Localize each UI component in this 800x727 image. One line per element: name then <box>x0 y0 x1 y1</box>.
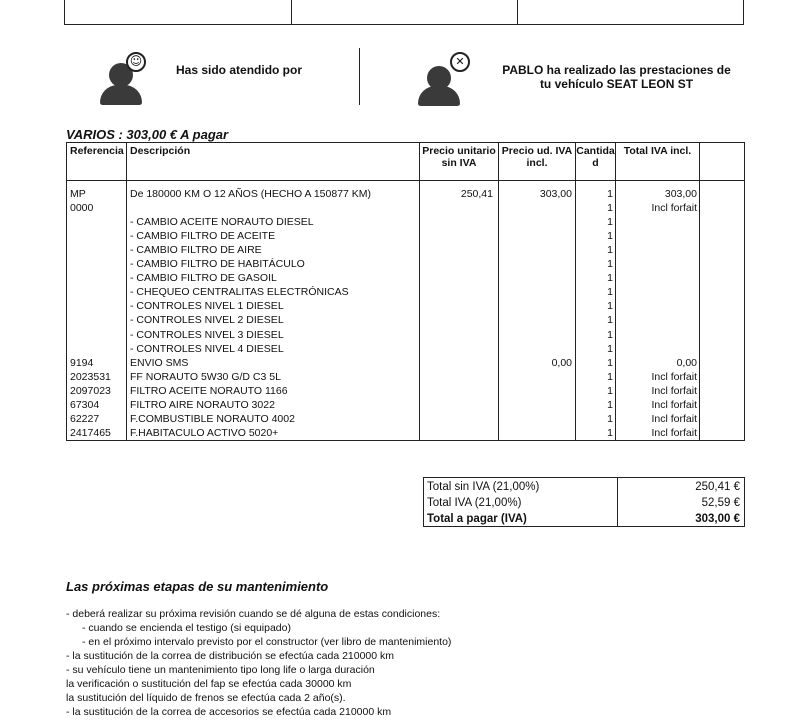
maintenance-line: - cuando se encienda el testigo (si equipado) <box>82 622 291 634</box>
header-unit-price-iva-line1: Precio ud. IVA <box>501 145 573 157</box>
table-row <box>67 412 744 426</box>
cell-qty: 1 <box>607 216 613 229</box>
cell-qty: 1 <box>607 202 613 215</box>
total-row <box>424 511 744 527</box>
cell-desc: - CAMBIO FILTRO DE ACEITE <box>130 230 276 243</box>
cell-ref: 9194 <box>70 356 94 369</box>
cell-ref: MP <box>70 188 86 200</box>
previous-section-box <box>64 0 744 25</box>
box-divider <box>517 0 518 24</box>
table-row <box>67 313 744 327</box>
cell-qty: 1 <box>607 342 613 355</box>
cell-ref: 67304 <box>70 398 100 411</box>
cell-tot: Incl forfait <box>651 370 697 383</box>
service-info <box>494 63 739 91</box>
cell-ref: 0000 <box>70 202 94 215</box>
cell-desc: - CAMBIO FILTRO DE HABITÁCULO <box>130 258 305 271</box>
cell-desc: F.HABITACULO ACTIVO 5020+ <box>130 426 279 439</box>
cell-ref: 2023531 <box>70 370 111 383</box>
maintenance-line: - en el próximo intervalo previsto por el constructor (ver libro de mantenimiento) <box>82 636 452 648</box>
cell-desc: - CAMBIO FILTRO DE AIRE <box>130 244 262 257</box>
total-label: Total IVA (21,00%) <box>427 497 522 509</box>
header-quantity-line1: Cantida <box>576 145 615 157</box>
table-row <box>67 271 744 285</box>
cell-tot: 0,00 <box>676 356 697 369</box>
total-value: 250,41 € <box>695 481 740 493</box>
cell-qty: 1 <box>607 328 613 341</box>
total-value: 52,59 € <box>701 497 740 509</box>
section-title-varios: VARIOS : 303,00 € A pagar <box>66 127 229 142</box>
cell-tot: 303,00 <box>664 188 697 200</box>
cell-qty: 1 <box>607 188 613 200</box>
table-row <box>67 201 744 215</box>
person-smile-icon <box>98 52 158 104</box>
items-table <box>66 142 745 441</box>
cell-qty: 1 <box>607 244 613 257</box>
table-row <box>67 257 744 271</box>
tools-icon: ✕ <box>450 52 470 72</box>
header-unit-price <box>420 145 498 169</box>
totals-table <box>423 477 745 527</box>
header-unit-price-iva <box>499 145 575 169</box>
cell-qty: 1 <box>607 398 613 411</box>
maintenance-line: - la sustitución de la correa de distribución se efectúa cada 210000 km <box>66 650 395 662</box>
cell-desc: F.COMBUSTIBLE NORAUTO 4002 <box>130 412 295 425</box>
cell-desc: - CONTROLES NIVEL 2 DIESEL <box>130 314 284 327</box>
header-ref: Referencia <box>70 145 124 157</box>
header-total: Total IVA incl. <box>623 145 692 157</box>
table-row <box>67 370 744 384</box>
cell-desc: ENVIO SMS <box>130 356 189 369</box>
cell-qty: 1 <box>607 426 613 439</box>
total-row <box>424 479 744 495</box>
box-divider <box>291 0 292 24</box>
maintenance-line: la sustitución del líquido de frenos se efectúa cada 2 año(s). <box>66 692 346 704</box>
total-row <box>424 495 744 511</box>
cell-desc: - CHEQUEO CENTRALITAS ELECTRÓNICAS <box>130 286 349 299</box>
total-label: Total a pagar (IVA) <box>427 513 527 525</box>
header-separator <box>67 180 744 181</box>
maintenance-line: - su vehículo tiene un mantenimiento tipo long life o larga duración <box>66 664 375 676</box>
cell-desc: - CONTROLES NIVEL 4 DIESEL <box>130 342 284 355</box>
cell-qty: 1 <box>607 272 613 285</box>
table-row <box>67 299 744 313</box>
table-row <box>67 356 744 370</box>
smiley-icon: ☺ <box>126 52 146 72</box>
cell-ref: 2417465 <box>70 426 111 439</box>
table-row <box>67 243 744 257</box>
table-row <box>67 285 744 299</box>
cell-qty: 1 <box>607 356 613 369</box>
header-desc: Descripción <box>130 145 191 157</box>
cell-tot: Incl forfait <box>651 412 697 425</box>
cell-desc: - CONTROLES NIVEL 1 DIESEL <box>130 300 284 313</box>
cell-desc: - CAMBIO FILTRO DE GASOIL <box>130 272 277 285</box>
cell-desc: FF NORAUTO 5W30 G/D C3 5L <box>130 370 281 383</box>
cell-qty: 1 <box>607 314 613 327</box>
header-quantity-line2: d <box>592 157 599 169</box>
maintenance-title: Las próximas etapas de su mantenimiento <box>66 579 329 594</box>
service-line-1: PABLO ha realizado las prestaciones de <box>502 63 731 77</box>
cell-desc: - CAMBIO ACEITE NORAUTO DIESEL <box>130 216 314 229</box>
cell-desc: FILTRO AIRE NORAUTO 3022 <box>130 398 275 411</box>
table-row <box>67 215 744 229</box>
table-row <box>67 426 744 440</box>
table-row <box>67 328 744 342</box>
cell-qty: 1 <box>607 412 613 425</box>
cell-desc: FILTRO ACEITE NORAUTO 1166 <box>130 384 288 397</box>
header-unit-price-iva-line2: incl. <box>526 157 548 169</box>
header-unit-price-line1: Precio unitario <box>422 145 496 157</box>
cell-desc: - CONTROLES NIVEL 3 DIESEL <box>130 328 284 341</box>
cell-tot: Incl forfait <box>651 202 697 215</box>
header-divider <box>359 48 360 105</box>
cell-qty: 1 <box>607 384 613 397</box>
cell-piva: 303,00 <box>539 188 572 200</box>
service-line-2: tu vehículo SEAT LEON ST <box>539 77 694 91</box>
attended-by-label: Has sido atendido por <box>176 63 303 77</box>
maintenance-line: - deberá realizar su próxima revisión cuando se dé alguna de estas condiciones: <box>66 608 441 620</box>
cell-qty: 1 <box>607 230 613 243</box>
total-value: 303,00 € <box>695 513 740 525</box>
cell-tot: Incl forfait <box>651 398 697 411</box>
person-tools-icon <box>420 52 480 104</box>
cell-qty: 1 <box>607 300 613 313</box>
cell-qty: 1 <box>607 370 613 383</box>
table-row <box>67 342 744 356</box>
table-row <box>67 187 744 201</box>
maintenance-line: la verificación o sustitución del fap se efectúa cada 30000 km <box>66 678 352 690</box>
cell-ref: 62227 <box>70 412 100 425</box>
maintenance-line: - la sustitución de la correa de accesorios se efectúa cada 210000 km <box>66 706 392 718</box>
cell-desc: De 180000 KM O 12 AÑOS (HECHO A 150877 KM) <box>130 188 372 200</box>
cell-tot: Incl forfait <box>651 384 697 397</box>
table-row <box>67 384 744 398</box>
cell-qty: 1 <box>607 286 613 299</box>
cell-piva: 0,00 <box>551 356 572 369</box>
cell-pu: 250,41 <box>460 188 493 200</box>
total-label: Total sin IVA (21,00%) <box>427 481 540 493</box>
table-row <box>67 398 744 412</box>
cell-qty: 1 <box>607 258 613 271</box>
cell-tot: Incl forfait <box>651 426 697 439</box>
header-quantity <box>576 145 615 169</box>
table-row <box>67 229 744 243</box>
header-unit-price-line2: sin IVA <box>441 157 477 169</box>
cell-ref: 2097023 <box>70 384 111 397</box>
